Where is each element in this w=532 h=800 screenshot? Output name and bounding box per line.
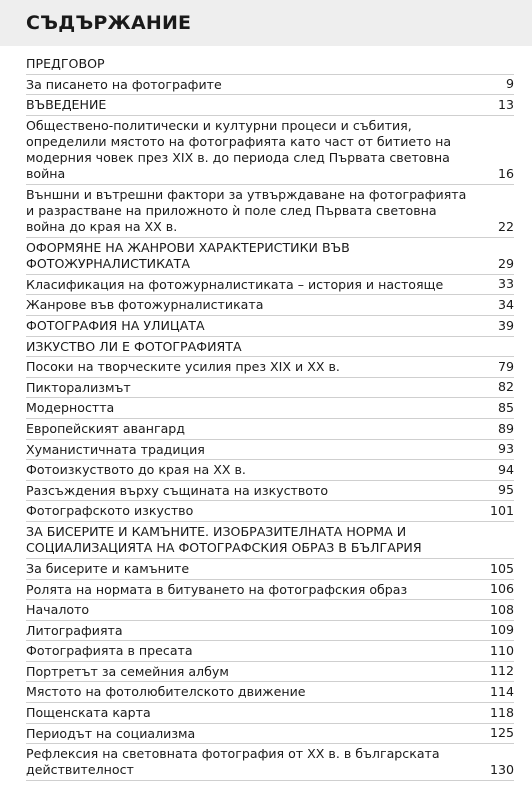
toc-entry[interactable] <box>26 295 514 316</box>
toc-entry-title: Ролята на нормата в битуването на фотографския образ <box>26 581 408 597</box>
table-of-contents <box>26 54 514 781</box>
toc-entry-title: Литографията <box>26 622 123 638</box>
toc-entry[interactable] <box>26 460 514 481</box>
toc-entry-page: 108 <box>489 601 514 617</box>
toc-entry-title: Пощенската карта <box>26 705 151 721</box>
toc-entry-title: Периодът на социализма <box>26 725 196 741</box>
toc-entry-page: 105 <box>489 560 514 576</box>
toc-entry-title: Обществено-политически и културни процеси и събития, определили мястото на фотографията като част от битието на модерния човек през XIX в. до периода след Първата световна война <box>26 117 452 181</box>
toc-entry[interactable] <box>26 580 514 601</box>
toc-entry-page: 130 <box>489 762 514 778</box>
toc-entry-page: 39 <box>497 317 514 333</box>
toc-entry[interactable] <box>26 501 514 522</box>
toc-entry-page: 82 <box>497 379 514 395</box>
toc-entry-page: 106 <box>489 581 514 597</box>
toc-entry[interactable] <box>26 419 514 440</box>
toc-entry[interactable] <box>26 316 514 337</box>
toc-entry-title: Портретът за семейния албум <box>26 663 229 679</box>
toc-entry-page: 118 <box>489 704 514 720</box>
toc-entry[interactable] <box>26 357 514 378</box>
toc-entry-page: 16 <box>497 165 514 181</box>
toc-entry-page: 101 <box>489 502 514 518</box>
toc-entry-title: ЗА БИСЕРИТЕ И КАМЪНИТЕ. ИЗОБРАЗИТЕЛНАТА НОРМА И СОЦИАЛИЗАЦИЯТА НА ФОТОГРАФСКИЯ ОБРАЗ В БЪЛГАРИЯ <box>26 523 422 555</box>
toc-entry[interactable] <box>26 440 514 461</box>
toc-entry-page: 93 <box>497 441 514 457</box>
toc-entry[interactable] <box>26 95 514 116</box>
toc-entry-title: Външни и вътрешни фактори за утвърждаване на фотографията и разрастване на приложното ѝ поле след Първата световна война до края на XX в. <box>26 186 467 234</box>
toc-entry-title: Фотоизкуството до края на XX в. <box>26 462 246 478</box>
toc-entry-title: Хуманистичната традиция <box>26 441 205 457</box>
toc-entry[interactable] <box>26 724 514 745</box>
toc-entry[interactable] <box>26 600 514 621</box>
toc-entry[interactable] <box>26 238 514 275</box>
toc-entry-page: 22 <box>497 218 514 234</box>
toc-entry-title: Европейският авангард <box>26 420 186 436</box>
toc-entry-title: Разсъждения върху същината на изкуството <box>26 482 329 498</box>
toc-entry-page: 34 <box>497 296 514 312</box>
toc-entry-title: ФОТОГРАФИЯ НА УЛИЦАТА <box>26 317 205 333</box>
toc-entry[interactable] <box>26 75 514 96</box>
toc-entry-page: 95 <box>497 482 514 498</box>
page-title: СЪДЪРЖАНИЕ <box>0 0 532 46</box>
toc-entry[interactable] <box>26 641 514 662</box>
toc-entry-title: ПРЕДГОВОР <box>26 56 105 71</box>
toc-entry[interactable] <box>26 54 514 75</box>
toc-entry-title: Рефлексия на световната фотография от XX в. в българската действителност <box>26 746 440 778</box>
toc-entry[interactable] <box>26 337 514 358</box>
toc-entry-page: 33 <box>497 276 514 292</box>
toc-entry-title: Фотографията в пресата <box>26 643 193 659</box>
toc-entry-title: Класификация на фотожурналистиката – история и настояще <box>26 276 444 292</box>
toc-entry-title: ИЗКУСТВО ЛИ Е ФОТОГРАФИЯТА <box>26 338 242 354</box>
toc-entry-page: 79 <box>497 358 514 374</box>
toc-entry-page: 94 <box>497 461 514 477</box>
toc-entry[interactable] <box>26 621 514 642</box>
toc-entry-page: 112 <box>489 663 514 679</box>
toc-entry-title: Мястото на фотолюбителското движение <box>26 684 306 700</box>
toc-entry-page: 9 <box>505 76 514 92</box>
toc-entry-page: 29 <box>497 255 514 271</box>
toc-entry-title: Посоки на творческите усилия през XIX и XX в. <box>26 359 340 375</box>
toc-entry-page: 89 <box>497 420 514 436</box>
toc-entry[interactable] <box>26 744 514 781</box>
toc-entry[interactable] <box>26 275 514 296</box>
toc-entry-title: Фотографското изкуство <box>26 503 194 519</box>
toc-entry-page: 109 <box>489 622 514 638</box>
toc-entry-page: 85 <box>497 399 514 415</box>
toc-entry-title: Пикторализмът <box>26 379 131 395</box>
toc-entry[interactable] <box>26 116 514 185</box>
toc-entry-page: 110 <box>489 642 514 658</box>
toc-entry[interactable] <box>26 559 514 580</box>
toc-entry[interactable] <box>26 398 514 419</box>
toc-entry[interactable] <box>26 522 514 559</box>
toc-entry-page: 114 <box>489 684 514 700</box>
toc-entry-page: 125 <box>489 725 514 741</box>
toc-entry-title: ОФОРМЯНЕ НА ЖАНРОВИ ХАРАКТЕРИСТИКИ ВЪВ ФОТОЖУРНАЛИСТИКАТА <box>26 239 350 271</box>
toc-entry[interactable] <box>26 682 514 703</box>
toc-entry-page: 13 <box>497 96 514 112</box>
toc-entry-title: Модерността <box>26 400 115 416</box>
toc-entry[interactable] <box>26 481 514 502</box>
toc-entry[interactable] <box>26 662 514 683</box>
toc-entry[interactable] <box>26 703 514 724</box>
toc-entry-title: Жанрове във фотожурналистиката <box>26 297 264 313</box>
toc-entry-title: Началото <box>26 602 90 618</box>
toc-entry[interactable] <box>26 185 514 238</box>
toc-entry-title: За писането на фотографите <box>26 76 222 92</box>
toc-entry[interactable] <box>26 378 514 399</box>
toc-entry-title: За бисерите и камъните <box>26 560 190 576</box>
toc-entry-title: ВЪВЕДЕНИЕ <box>26 97 107 113</box>
